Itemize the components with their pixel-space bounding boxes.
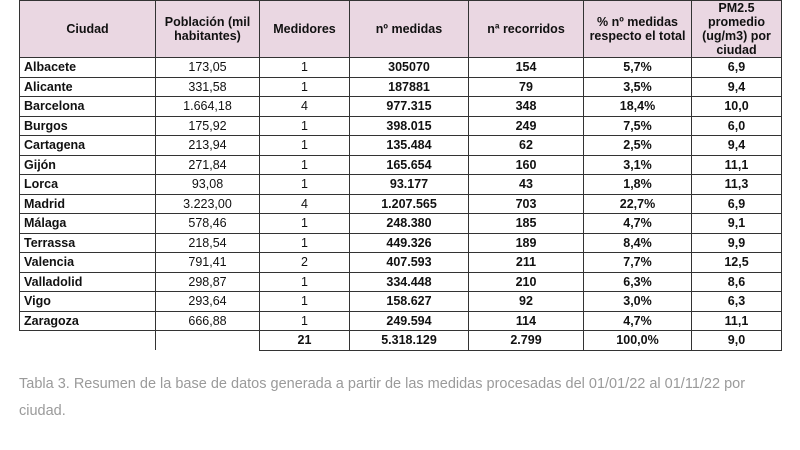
cell-porcentaje: 1,8% <box>584 175 692 195</box>
header-recorridos: nª recorridos <box>469 1 584 58</box>
cell-poblacion: 93,08 <box>156 175 260 195</box>
header-poblacion: Población (mil habitantes) <box>156 1 260 58</box>
table-caption: Tabla 3. Resumen de la base de datos generada a partir de las medidas procesadas del 01/01/22 al 01/11/22 por ciudad. <box>19 376 746 419</box>
header-pm25: PM2.5 promedio (ug/m3) por ciudad <box>692 1 782 58</box>
table-row <box>20 311 782 331</box>
header-medidas: nº medidas <box>350 1 469 58</box>
cell-recorridos: 210 <box>469 272 584 292</box>
cell-ciudad: Valencia <box>20 253 156 273</box>
cell-medidores: 1 <box>260 272 350 292</box>
summary-table-container <box>19 0 781 351</box>
table-row <box>20 136 782 156</box>
table-row <box>20 233 782 253</box>
cell-ciudad: Málaga <box>20 214 156 234</box>
cell-medidores: 1 <box>260 116 350 136</box>
cell-porcentaje: 7,5% <box>584 116 692 136</box>
cell-pm25: 6,9 <box>692 194 782 214</box>
cell-medidas: 187881 <box>350 77 469 97</box>
cell-medidas: 977.315 <box>350 97 469 117</box>
cell-medidores: 1 <box>260 292 350 312</box>
cell-medidas: 135.484 <box>350 136 469 156</box>
cell-porcentaje: 2,5% <box>584 136 692 156</box>
cell-poblacion: 791,41 <box>156 253 260 273</box>
cell-ciudad: Valladolid <box>20 272 156 292</box>
cell-recorridos: 249 <box>469 116 584 136</box>
cell-porcentaje: 5,7% <box>584 58 692 78</box>
cell-pm25: 9,9 <box>692 233 782 253</box>
cell-ciudad: Zaragoza <box>20 311 156 331</box>
cell-ciudad: Vigo <box>20 292 156 312</box>
cell-porcentaje: 6,3% <box>584 272 692 292</box>
cell-porcentaje: 3,1% <box>584 155 692 175</box>
cell-poblacion: 3.223,00 <box>156 194 260 214</box>
table-row <box>20 58 782 78</box>
cell-porcentaje: 8,4% <box>584 233 692 253</box>
cell-poblacion: 173,05 <box>156 58 260 78</box>
header-porcentaje: % nº medidas respecto el total <box>584 1 692 58</box>
cell-medidas: 248.380 <box>350 214 469 234</box>
table-body <box>20 58 782 331</box>
cell-ciudad: Barcelona <box>20 97 156 117</box>
table-row <box>20 272 782 292</box>
cell-ciudad: Burgos <box>20 116 156 136</box>
table-row <box>20 155 782 175</box>
cell-medidas: 449.326 <box>350 233 469 253</box>
cell-medidores: 2 <box>260 253 350 273</box>
cell-medidas: 249.594 <box>350 311 469 331</box>
totals-blank-cell <box>156 331 260 351</box>
cell-recorridos: 160 <box>469 155 584 175</box>
cell-medidas: 165.654 <box>350 155 469 175</box>
cell-pm25: 10,0 <box>692 97 782 117</box>
cell-recorridos: 211 <box>469 253 584 273</box>
cell-pm25: 6,0 <box>692 116 782 136</box>
cell-ciudad: Albacete <box>20 58 156 78</box>
cell-recorridos: 114 <box>469 311 584 331</box>
cell-ciudad: Lorca <box>20 175 156 195</box>
header-medidores: Medidores <box>260 1 350 58</box>
cell-recorridos: 92 <box>469 292 584 312</box>
cell-pm25: 6,9 <box>692 58 782 78</box>
cell-ciudad: Cartagena <box>20 136 156 156</box>
cell-recorridos: 43 <box>469 175 584 195</box>
cell-medidas: 1.207.565 <box>350 194 469 214</box>
cell-medidores: 1 <box>260 175 350 195</box>
table-row <box>20 214 782 234</box>
cell-recorridos: 703 <box>469 194 584 214</box>
cell-pm25: 9,1 <box>692 214 782 234</box>
table-row <box>20 77 782 97</box>
cell-medidores: 1 <box>260 233 350 253</box>
cell-pm25: 11,1 <box>692 155 782 175</box>
cell-medidores: 1 <box>260 58 350 78</box>
cell-porcentaje: 22,7% <box>584 194 692 214</box>
cell-porcentaje: 4,7% <box>584 311 692 331</box>
cell-ciudad: Madrid <box>20 194 156 214</box>
totals-blank-cell <box>20 331 156 351</box>
cell-recorridos: 348 <box>469 97 584 117</box>
cell-medidas: 305070 <box>350 58 469 78</box>
table-row <box>20 194 782 214</box>
cell-medidores: 1 <box>260 136 350 156</box>
cell-medidores: 1 <box>260 311 350 331</box>
cell-medidores: 4 <box>260 97 350 117</box>
table-row <box>20 175 782 195</box>
cell-pm25: 12,5 <box>692 253 782 273</box>
cell-pm25: 11,3 <box>692 175 782 195</box>
cell-pm25: 9,4 <box>692 77 782 97</box>
cell-porcentaje: 7,7% <box>584 253 692 273</box>
cell-medidas: 158.627 <box>350 292 469 312</box>
cell-poblacion: 666,88 <box>156 311 260 331</box>
cell-recorridos: 154 <box>469 58 584 78</box>
cell-poblacion: 175,92 <box>156 116 260 136</box>
table-row <box>20 253 782 273</box>
cell-porcentaje: 18,4% <box>584 97 692 117</box>
cell-medidores: 1 <box>260 214 350 234</box>
cell-medidas: 334.448 <box>350 272 469 292</box>
cell-pm25: 6,3 <box>692 292 782 312</box>
cell-porcentaje: 3,5% <box>584 77 692 97</box>
cell-ciudad: Alicante <box>20 77 156 97</box>
table-row <box>20 292 782 312</box>
cell-poblacion: 218,54 <box>156 233 260 253</box>
cell-poblacion: 293,64 <box>156 292 260 312</box>
header-ciudad: Ciudad <box>20 1 156 58</box>
cell-pm25: 9,4 <box>692 136 782 156</box>
cell-recorridos: 62 <box>469 136 584 156</box>
cell-poblacion: 298,87 <box>156 272 260 292</box>
cell-medidores: 1 <box>260 155 350 175</box>
cell-medidores: 1 <box>260 77 350 97</box>
cell-ciudad: Terrassa <box>20 233 156 253</box>
table-row <box>20 116 782 136</box>
cell-poblacion: 1.664,18 <box>156 97 260 117</box>
total-medidores: 21 <box>260 331 350 351</box>
table-row <box>20 97 782 117</box>
cell-recorridos: 185 <box>469 214 584 234</box>
cell-medidas: 93.177 <box>350 175 469 195</box>
cell-medidores: 4 <box>260 194 350 214</box>
cell-medidas: 398.015 <box>350 116 469 136</box>
cell-porcentaje: 4,7% <box>584 214 692 234</box>
cell-porcentaje: 3,0% <box>584 292 692 312</box>
total-medidas: 5.318.129 <box>350 331 469 351</box>
cell-ciudad: Gijón <box>20 155 156 175</box>
cell-pm25: 8,6 <box>692 272 782 292</box>
cell-poblacion: 331,58 <box>156 77 260 97</box>
totals-row <box>20 331 782 351</box>
summary-table <box>19 0 782 351</box>
total-porcentaje: 100,0% <box>584 331 692 351</box>
cell-recorridos: 79 <box>469 77 584 97</box>
cell-poblacion: 213,94 <box>156 136 260 156</box>
total-pm25: 9,0 <box>692 331 782 351</box>
header-row <box>20 1 782 58</box>
cell-poblacion: 578,46 <box>156 214 260 234</box>
cell-poblacion: 271,84 <box>156 155 260 175</box>
cell-recorridos: 189 <box>469 233 584 253</box>
total-recorridos: 2.799 <box>469 331 584 351</box>
cell-medidas: 407.593 <box>350 253 469 273</box>
cell-pm25: 11,1 <box>692 311 782 331</box>
